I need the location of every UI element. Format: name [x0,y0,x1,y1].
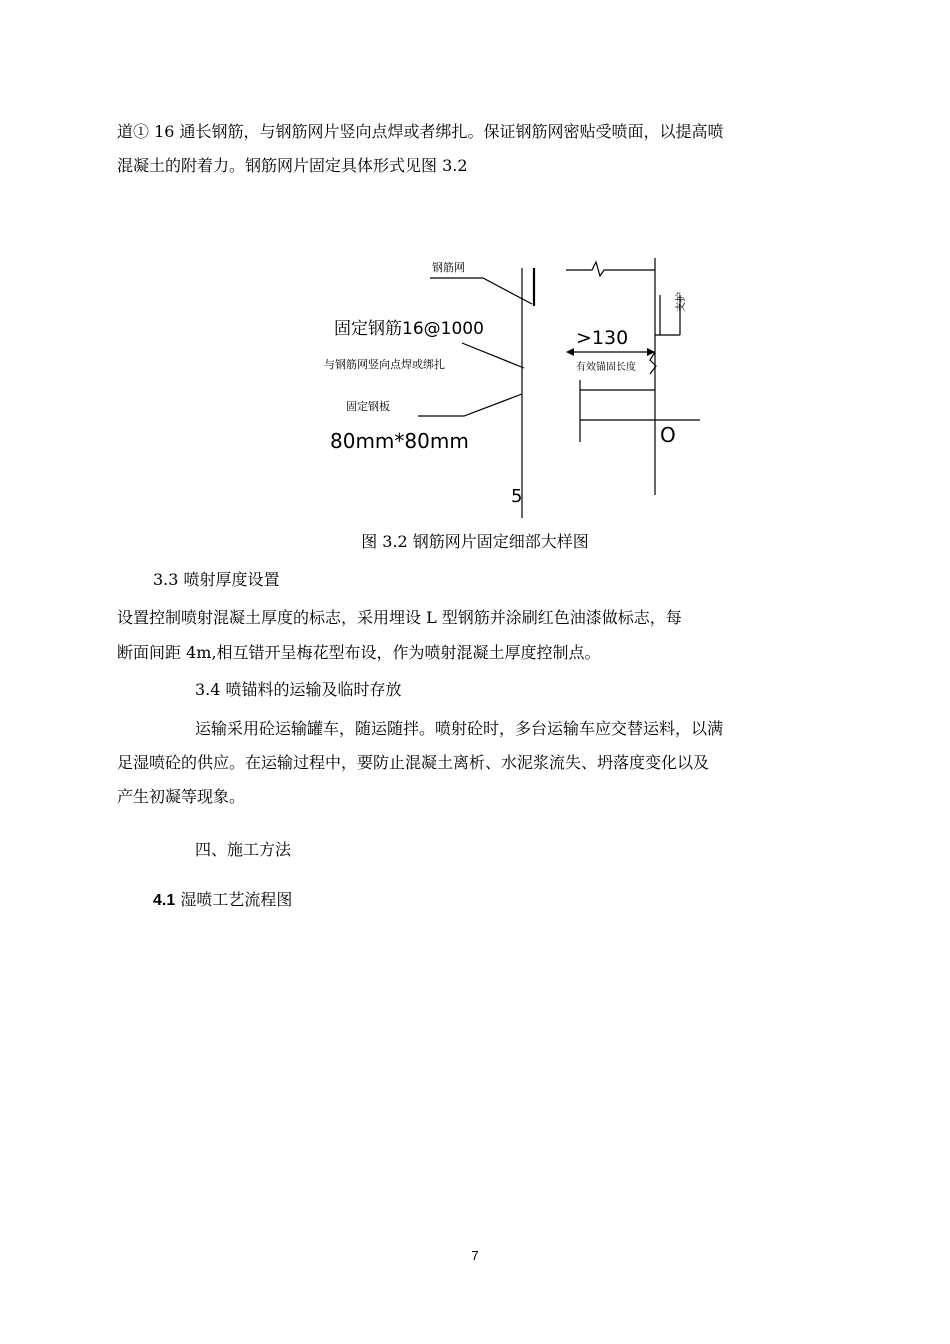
section-3-4-heading: 3.4 喷锚料的运输及临时存放 [195,680,402,699]
section-4-1-number: 4.1 [153,892,176,909]
section-3-4-line-2: 足湿喷砼的供应。在运输过程中，要防止混凝土离析、水泥浆流失、坍落度变化以及 [117,753,710,772]
section-3-3-paragraph [117,602,833,668]
label-130: >130 [576,327,629,349]
label-rebar: 固定钢筋16@1000 [334,319,484,339]
figure-caption: 图 3.2 钢筋网片固定细部大样图 [361,532,589,551]
label-size: 80mm*80mm [330,429,469,453]
label-o: O [660,423,676,447]
section-4-1-title: 湿喷工艺流程图 [175,890,293,909]
section-3-3-heading: 3.3 喷射厚度设置 [153,570,280,589]
section-3-3-line-2: 断面间距 4m,相互错开呈梅花型布设，作为喷射混凝土厚度控制点。 [117,643,601,662]
intro-paragraph [117,116,833,181]
label-weld: 与钢筋网竖向点焊或绑扎 [324,358,445,371]
section-3-4-paragraph [117,713,833,812]
page-number: 7 [471,1248,479,1263]
section-3-4-line-3: 产生初凝等现象。 [117,787,246,806]
section-4-1-heading [153,890,292,911]
intro-line-1: 道① 16 通长钢筋，与钢筋网片竖向点焊或者绑扎。保证钢筋网密贴受喷面，以提高喷 [117,122,724,141]
label-anchor: 有效锚固长度 [576,362,636,373]
label-5: 5 [511,486,523,507]
intro-line-2: 混凝土的附着力。钢筋网片固定具体形式见图 3.2 [117,156,468,175]
label-support: 支护 [676,292,687,312]
label-mesh: 钢筋网 [432,261,465,274]
section-3-4-line-1: 运输采用砼运输罐车，随运随拌。喷射砼时，多台运输车应交替运料，以满 [195,719,724,738]
label-plate: 固定钢板 [346,400,390,413]
section-3-3-line-1: 设置控制喷射混凝土厚度的标志，采用埋设 L 型钢筋并涂刷红色油漆做标志，每 [117,608,682,627]
figure-3-2-drawing [300,240,720,525]
section-4-heading: 四、施工方法 [195,840,292,859]
